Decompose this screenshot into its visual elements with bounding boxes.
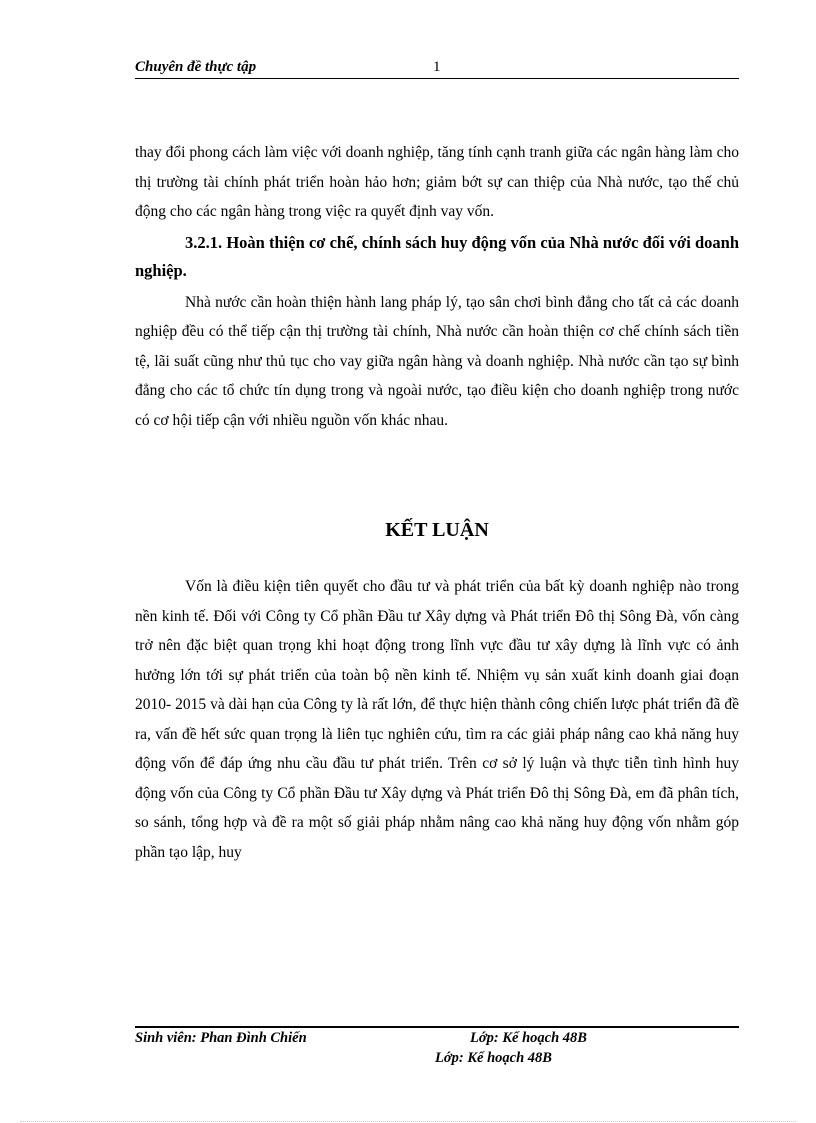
page-content: [135, 138, 739, 867]
page-edge-divider: [20, 1121, 796, 1122]
paragraph-conclusion: Vốn là điều kiện tiên quyết cho đầu tư và phát triển của bất kỳ doanh nghiệp nào trong nền kinh tế. Đối với Công ty Cổ phần Đầu tư Xây dựng và Phát triển Đô thị Sông Đà, vốn càng trở nên đặc biệt quan trọng khi hoạt động trong lĩnh vực đầu tư xây dựng là lĩnh vực có ảnh hưởng lớn tới sự phát triển của toàn bộ nền kinh tế. Nhiệm vụ sản xuất kinh doanh giai đoạn 2010- 2015 và dài hạn của Công ty là rất lớn, để thực hiện thành công chiến lược phát triển đã đề ra, vấn đề hết sức quan trọng là liên tục nghiên cứu, tìm ra các giải pháp nâng cao khả năng huy động vốn để đáp ứng nhu cầu đầu tư phát triển. Trên cơ sở lý luận và thực tiễn tình hình huy động vốn của Công ty Cổ phần Đầu tư Xây dựng và Phát triển Đô thị Sông Đà, em đã phân tích, so sánh, tổng hợp và đề ra một số giải pháp nhằm nâng cao khả năng huy động vốn nhằm góp phần tạo lập, huy: [135, 578, 739, 861]
footer-class-duplicate: Lớp: Kế hoạch 48B: [435, 1050, 552, 1066]
page-number: 1: [433, 59, 441, 75]
paragraph-continuation: thay đổi phong cách làm việc với doanh nghiệp, tăng tính cạnh tranh giữa các ngân hàng làm cho thị trường tài chính phát triển hoàn hảo hơn; giảm bớt sự can thiệp của Nhà nước, tạo thế chủ động cho các ngân hàng trong việc ra quyết định vay vốn.: [135, 144, 739, 220]
footer-class: Lớp: Kế hoạch 48B: [470, 1030, 587, 1046]
header-title: Chuyên đề thực tập: [135, 59, 257, 75]
page-footer: [135, 1030, 739, 1070]
page-header: [135, 57, 739, 79]
conclusion-title: KẾT LUẬN: [385, 519, 489, 541]
footer-divider: [135, 1026, 739, 1028]
paragraph-section: Nhà nước cần hoàn thiện hành lang pháp lý, tạo sân chơi bình đẳng cho tất cả các doanh nghiệp đều có thể tiếp cận thị trường tài chính, Nhà nước cần hoàn thiện cơ chế chính sách tiền tệ, lãi suất cũng như thủ tục cho vay giữa ngân hàng và doanh nghiệp. Nhà nước cần tạo sự bình đẳng cho các tổ chức tín dụng trong và ngoài nước, tạo điều kiện cho doanh nghiệp trong nước có cơ hội tiếp cận với nhiều nguồn vốn khác nhau.: [135, 293, 739, 429]
footer-student: Sinh viên: Phan Đình Chiến: [135, 1030, 307, 1046]
section-heading: 3.2.1. Hoàn thiện cơ chế, chính sách huy động vốn của Nhà nước đối với doanh nghiệp.: [135, 232, 739, 280]
header-divider: [135, 78, 739, 79]
